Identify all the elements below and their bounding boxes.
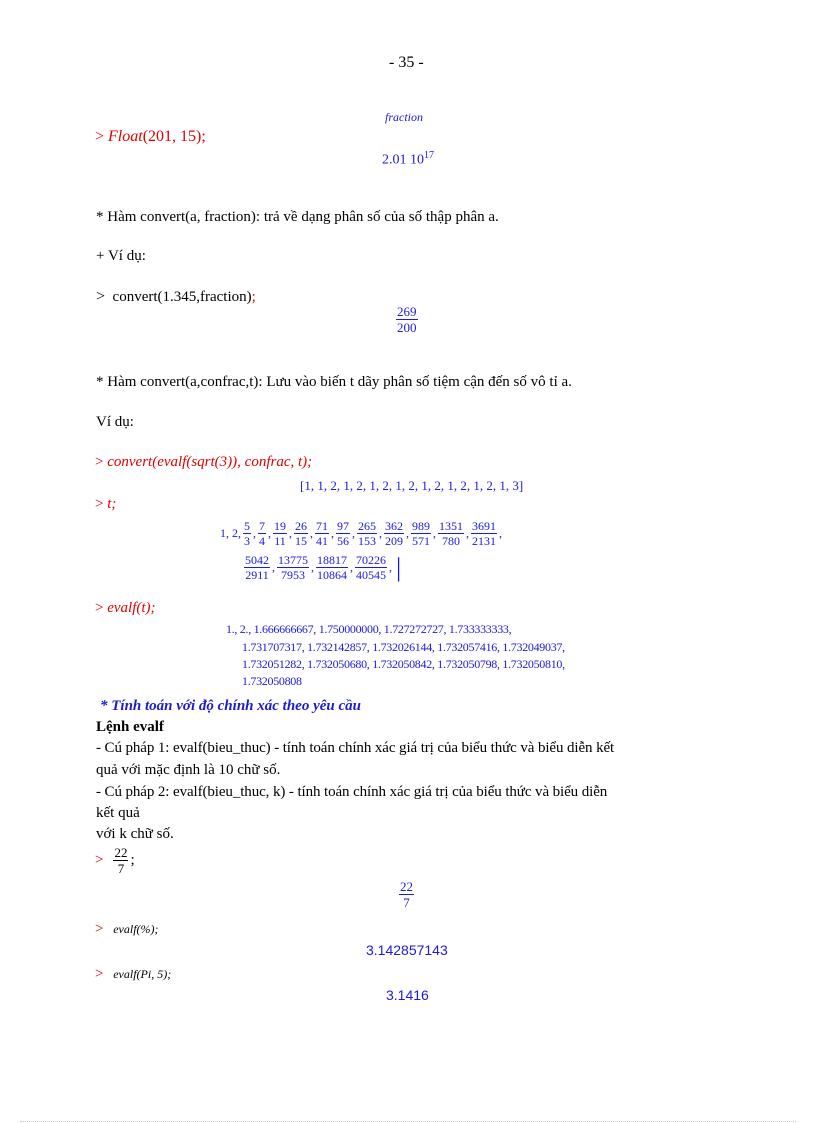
comma-separator: , [433, 526, 436, 540]
evalf-pct-line [95, 921, 159, 938]
example-label-1: + Ví dụ: [96, 248, 146, 264]
fraction-denominator: 571 [412, 534, 430, 548]
fraction-numerator: 71 [316, 519, 328, 533]
evalf-pct-result: 3.142857143 [366, 942, 448, 958]
comma-separator: , [379, 526, 382, 540]
comma-separator: , [466, 526, 469, 540]
t-fraction-item [243, 520, 251, 547]
fraction-denominator: 4 [259, 534, 265, 548]
convert-command: convert(1.345,fraction) [112, 289, 252, 305]
output-fraction [399, 880, 414, 909]
convert-semicolon: ; [251, 289, 256, 305]
comma-separator: , [406, 526, 409, 540]
confrac-command: convert(evalf(sqrt(3)), confrac, t); [107, 454, 313, 470]
fraction-denominator: 780 [442, 534, 460, 548]
evalf-t-result-line-3: 1.732051282, 1.732050680, 1.732050842, 1.732050798, 1.732050810, [242, 657, 565, 671]
fraction-denominator: 153 [358, 534, 376, 548]
float-command-line [95, 128, 206, 146]
t-command-line [95, 496, 116, 513]
evalf-t-command: evalf(t); [107, 600, 156, 616]
fraction-denominator: 56 [337, 534, 349, 548]
fraction-denominator: 15 [295, 534, 307, 548]
t-fraction-item [258, 520, 266, 547]
prompt-symbol: > [95, 600, 104, 616]
fraction-numerator: 70226 [356, 553, 386, 567]
fraction-numerator: 19 [274, 519, 286, 533]
prompt-symbol: > [95, 921, 104, 937]
fraction-269-200 [396, 305, 418, 334]
t-result-row2 [244, 554, 401, 581]
heading-evalf: Lệnh evalf [96, 719, 164, 735]
input-fraction [113, 846, 128, 875]
output-label-fraction: fraction [385, 110, 423, 124]
syntax1-line2: quả với mặc định là 10 chữ số. [96, 762, 281, 778]
float-fn-name: Float [108, 128, 143, 145]
text-convert-fraction: * Hàm convert(a, fraction): trả về dạng phân số của số thập phân a. [96, 209, 499, 225]
t-result-row1 [220, 520, 504, 547]
comma-separator: , [350, 560, 353, 574]
fraction-denominator: 209 [385, 534, 403, 548]
evalf-t-result-line-2: 1.731707317, 1.732142857, 1.732026144, 1.732057416, 1.732049037, [242, 640, 565, 654]
t-fraction-item [336, 520, 350, 547]
fraction-denominator: 200 [397, 320, 417, 335]
t-fraction-list-1 [243, 520, 504, 547]
comma-separator: , [268, 526, 271, 540]
evalf-pct-command: evalf(%); [113, 922, 159, 936]
fraction-numerator: 5042 [245, 553, 269, 567]
convert-command-line [96, 288, 256, 306]
evalf-t-result-line-4: 1.732050808 [242, 674, 302, 688]
t-fraction-item [294, 520, 308, 547]
t-fraction-item [273, 520, 287, 547]
comma-separator: , [289, 526, 292, 540]
fraction-numerator: 362 [385, 519, 403, 533]
comma-separator: , [499, 526, 502, 540]
t-fraction-item [244, 554, 270, 581]
heading-precision: * Tính toán với độ chính xác theo yêu cầu [100, 698, 361, 714]
syntax2-line1: - Cú pháp 2: evalf(bieu_thuc, k) - tính toán chính xác giá trị của biểu thức và biểu diễn [96, 784, 608, 800]
fraction-numerator: 989 [412, 519, 430, 533]
fraction-numerator: 13775 [278, 553, 308, 567]
output-22-7 [399, 880, 414, 909]
fraction-denominator: 2131 [472, 534, 496, 548]
confrac-result: [1, 1, 2, 1, 2, 1, 2, 1, 2, 1, 2, 1, 2, 1, 2, 1, 3] [300, 478, 524, 493]
fraction-numerator: 265 [358, 519, 376, 533]
evalf-t-result-line-1: 1., 2., 1.666666667, 1.750000000, 1.727272727, 1.733333333, [226, 622, 512, 636]
fraction-numerator: 3691 [472, 519, 496, 533]
t-fraction-item [384, 520, 404, 547]
input-suffix: ; [130, 852, 135, 868]
syntax2-line2: kết quả [96, 805, 140, 821]
fraction-denominator: 40545 [356, 568, 386, 582]
page-number: - 35 - [389, 54, 424, 71]
fraction-numerator: 5 [244, 519, 250, 533]
convert-result [396, 305, 418, 334]
prompt-symbol: > [95, 128, 105, 145]
page-bottom-divider [20, 1121, 796, 1122]
fraction-numerator: 7 [259, 519, 265, 533]
comma-separator: , [253, 526, 256, 540]
t-fraction-item [471, 520, 497, 547]
fraction-denominator: 11 [274, 534, 286, 548]
comma-separator: , [272, 560, 275, 574]
prompt-symbol: > [95, 966, 104, 982]
float-result-exponent: 17 [424, 150, 434, 161]
fraction-numerator: 22 [114, 845, 128, 860]
syntax1-line1: - Cú pháp 1: evalf(bieu_thuc) - tính toán chính xác giá trị của biểu thức và biểu diễn kết [96, 740, 615, 756]
t-fraction-list-2 [244, 554, 394, 581]
fraction-denominator: 7953 [281, 568, 305, 582]
fraction-numerator: 18817 [317, 553, 347, 567]
t-fraction-item [277, 554, 309, 581]
t-fraction-item [357, 520, 377, 547]
fraction-numerator: 1351 [439, 519, 463, 533]
t-fraction-item [411, 520, 431, 547]
comma-separator: , [311, 560, 314, 574]
fraction-numerator: 26 [295, 519, 307, 533]
comma-separator: , [389, 560, 392, 574]
prompt-symbol: > [95, 454, 104, 470]
input-22-7-line [95, 846, 135, 875]
float-result-mantissa: 2.01 10 [382, 152, 424, 168]
fraction-denominator: 7 [403, 895, 410, 910]
fraction-denominator: 2911 [245, 568, 269, 582]
fraction-denominator: 41 [316, 534, 328, 548]
prompt-symbol: > [95, 496, 104, 512]
t-fraction-item [438, 520, 464, 547]
t-fraction-item [316, 554, 348, 581]
float-result [382, 150, 434, 169]
t-fraction-item [315, 520, 329, 547]
fraction-numerator: 269 [397, 304, 417, 319]
text-confrac: * Hàm convert(a,confrac,t): Lưu vào biến t dãy phân số tiệm cận đến số vô tỉ a. [96, 374, 572, 390]
evalf-pi-command: evalf(Pi, 5); [113, 967, 172, 981]
fraction-denominator: 3 [244, 534, 250, 548]
t-prefix: 1, 2, [220, 526, 241, 540]
evalf-pi-result: 3.1416 [386, 987, 429, 1003]
prompt-symbol: > [95, 852, 104, 868]
comma-separator: , [352, 526, 355, 540]
fraction-numerator: 22 [400, 879, 413, 894]
closing-bracket: | [396, 552, 402, 582]
syntax2-line3: với k chữ số. [96, 826, 174, 842]
evalf-pi-line [95, 966, 171, 983]
fraction-numerator: 97 [337, 519, 349, 533]
comma-separator: , [310, 526, 313, 540]
prompt-symbol: > [96, 288, 106, 305]
float-fn-args: (201, 15); [142, 128, 206, 145]
evalf-t-command-line [95, 600, 156, 617]
comma-separator: , [331, 526, 334, 540]
confrac-command-line [95, 454, 312, 471]
t-fraction-item [355, 554, 387, 581]
fraction-denominator: 7 [117, 861, 125, 876]
t-command: t; [107, 496, 117, 512]
example-label-2: Ví dụ: [96, 414, 134, 430]
fraction-denominator: 10864 [317, 568, 347, 582]
